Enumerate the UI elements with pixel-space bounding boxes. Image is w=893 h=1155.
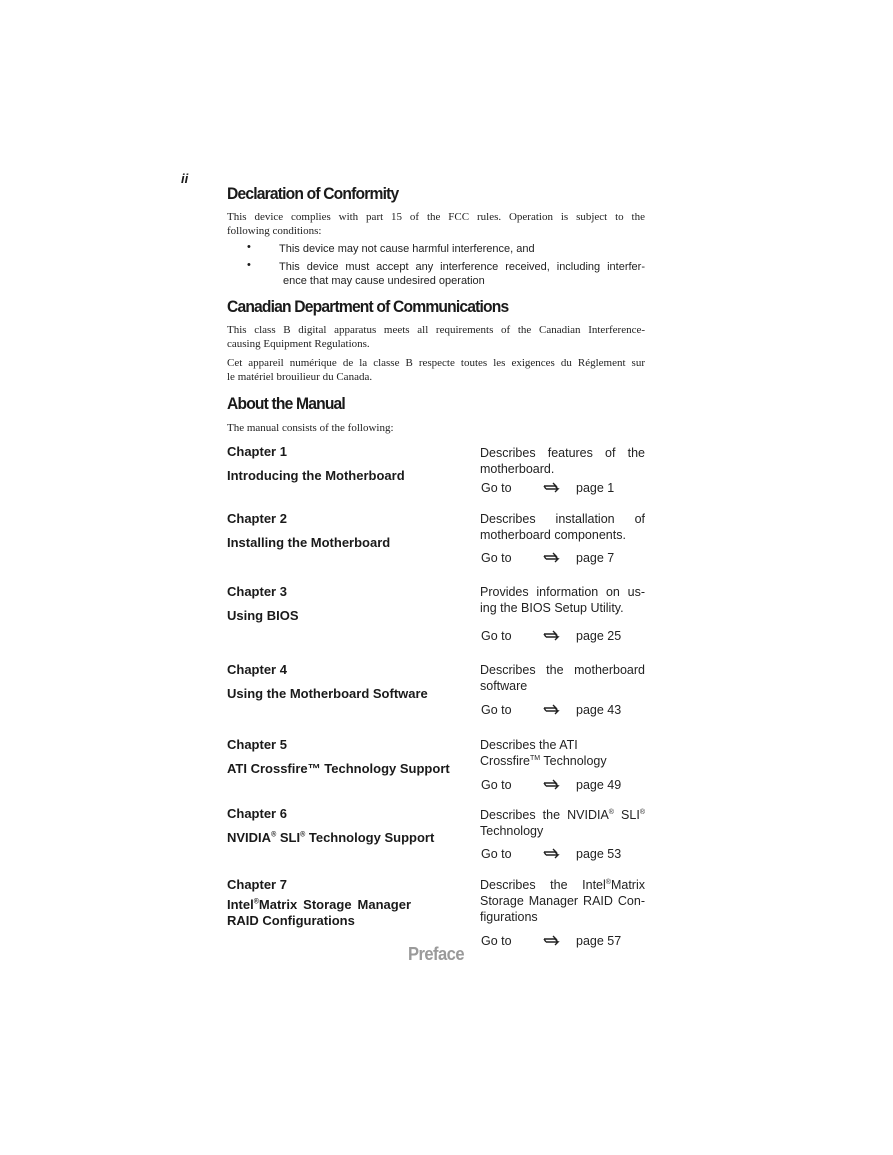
go-arrow-icon (543, 481, 560, 495)
registered-sup: ® (608, 808, 614, 816)
go-arrow-icon (543, 778, 560, 792)
registered-sup: ® (639, 808, 645, 816)
chapter-7-number: Chapter 7 (227, 877, 287, 892)
chapter-5-title (227, 761, 450, 777)
chapter-2-goto: Go to (481, 551, 512, 565)
manual-heading: About the Manual (227, 394, 345, 413)
chapter-5-page-link[interactable]: page 49 (576, 778, 622, 792)
chapter-5-title-b: Technology Support (320, 761, 450, 776)
canadian-paragraph-1 (227, 323, 645, 351)
chapter-4-desc-line1: Describes the motherboard (480, 663, 645, 677)
chapter-3-description (480, 584, 645, 616)
chapter-7-description (480, 877, 645, 925)
chapter-1-desc-line1: Describes features of the (480, 446, 645, 460)
conformity-intro-line1: This device complies with part 15 of the FCC rules. Operation is subject to the (227, 211, 645, 223)
chapter-7-title-line1 (227, 897, 411, 913)
chapter-1-description (480, 445, 645, 477)
registered-sup: ® (253, 898, 259, 906)
registered-sup: ® (605, 878, 611, 886)
canadian-p2-line2: le matériel brouilieur du Canada. (227, 371, 373, 383)
canadian-p2-line1: Cet appareil numérique de la classe B respecte toutes les exigences du Réglement sur (227, 357, 645, 369)
chapter-3-desc-line2: ing the BIOS Setup Utility. (480, 601, 624, 615)
chapter-6-title (227, 830, 434, 846)
registered-sup: ® (300, 831, 306, 839)
canadian-p1-line1: This class B digital apparatus meets all requirements of the Canadian Interference- (227, 324, 645, 336)
chapter-5-title-a: ATI Crossfire (227, 761, 308, 776)
chapter-2-title: Installing the Motherboard (227, 535, 391, 550)
chapter-7-desc-line1 (480, 877, 645, 893)
chapter-2-desc-line1: Describes installation of (480, 512, 645, 526)
go-arrow-icon (543, 703, 560, 717)
conformity-bullet-2-line1: This device must accept any interference received, including interfer- (279, 261, 645, 273)
bullet-dot: • (247, 241, 251, 253)
bullet-dot: • (247, 259, 251, 271)
chapter-6-goto: Go to (481, 847, 512, 861)
go-arrow-icon (543, 629, 560, 643)
chapter-5-desc-a: Crossfire (480, 754, 531, 768)
go-arrow-icon (543, 934, 560, 948)
footer-preface: Preface (408, 944, 464, 964)
page-number: ii (181, 171, 189, 186)
chapter-2-description (480, 511, 645, 543)
manual-intro: The manual consists of the following: (227, 422, 394, 434)
chapter-6-title-b: SLI (276, 830, 301, 845)
chapter-6-desc-a: Describes the NVIDIA (480, 808, 609, 822)
chapter-5-goto: Go to (481, 778, 512, 792)
chapter-6-title-c: Technology Support (305, 830, 435, 845)
chapter-7-title-b: Matrix Storage Manager (258, 897, 411, 912)
chapter-7-desc-line3: figurations (480, 910, 538, 924)
chapter-7-page-link[interactable]: page 57 (576, 934, 622, 948)
chapter-1-page-link[interactable]: page 1 (576, 481, 615, 495)
chapter-6-page-link[interactable]: page 53 (576, 847, 622, 861)
chapter-4-page-link[interactable]: page 43 (576, 703, 622, 717)
chapter-2-page-link[interactable]: page 7 (576, 551, 615, 565)
chapter-4-number: Chapter 4 (227, 662, 287, 677)
chapter-3-number: Chapter 3 (227, 584, 287, 599)
conformity-heading: Declaration of Conformity (227, 184, 399, 203)
chapter-4-title: Using the Motherboard Software (227, 686, 428, 701)
chapter-6-description (480, 807, 645, 839)
chapter-5-number: Chapter 5 (227, 737, 287, 752)
chapter-3-title: Using BIOS (227, 608, 299, 623)
chapter-1-number: Chapter 1 (227, 444, 287, 459)
trademark-sup: TM (530, 754, 541, 762)
conformity-intro-line2: following conditions: (227, 225, 322, 237)
registered-sup: ® (271, 831, 277, 839)
chapter-6-desc-line2: Technology (480, 824, 544, 838)
go-arrow-icon (543, 847, 560, 861)
chapter-1-desc-line2: motherboard. (480, 462, 555, 476)
chapter-1-goto: Go to (481, 481, 512, 495)
canadian-paragraph-2 (227, 356, 645, 384)
chapter-3-page-link[interactable]: page 25 (576, 629, 622, 643)
chapter-7-title-a: Intel (227, 897, 254, 912)
chapter-7-title-line2: RAID Configurations (227, 913, 355, 928)
chapter-2-desc-line2: motherboard components. (480, 528, 626, 542)
chapter-7-desc-b: Matrix (610, 878, 645, 892)
chapter-7-desc-line2: Storage Manager RAID Con- (480, 894, 645, 908)
chapter-4-description (480, 662, 645, 694)
chapter-2-number: Chapter 2 (227, 511, 287, 526)
conformity-bullet-2-line2: ence that may cause undesired operation (283, 275, 485, 287)
chapter-4-goto: Go to (481, 703, 512, 717)
chapter-5-desc-line1: Describes the ATI (480, 738, 578, 752)
chapter-6-title-a: NVIDIA (227, 830, 272, 845)
conformity-intro (227, 210, 645, 238)
chapter-7-desc-a: Describes the Intel (480, 878, 606, 892)
chapter-5-description (480, 737, 645, 769)
chapter-1-title: Introducing the Motherboard (227, 468, 405, 483)
conformity-bullet-1: This device may not cause harmful interference, and (279, 243, 535, 255)
chapter-6-desc-line1 (480, 807, 645, 823)
chapter-6-number: Chapter 6 (227, 806, 287, 821)
chapter-6-desc-b: SLI (613, 808, 640, 822)
go-arrow-icon (543, 551, 560, 565)
chapter-5-desc-line2 (480, 753, 645, 769)
chapter-5-desc-b: Technology (540, 754, 607, 768)
chapter-7-goto: Go to (481, 934, 512, 948)
chapter-3-goto: Go to (481, 629, 512, 643)
trademark-symbol: ™ (307, 761, 321, 776)
chapter-3-desc-line1: Provides information on us- (480, 585, 645, 599)
canadian-p1-line2: causing Equipment Regulations. (227, 338, 370, 350)
chapter-4-desc-line2: software (480, 679, 528, 693)
canadian-heading: Canadian Department of Communications (227, 297, 509, 316)
